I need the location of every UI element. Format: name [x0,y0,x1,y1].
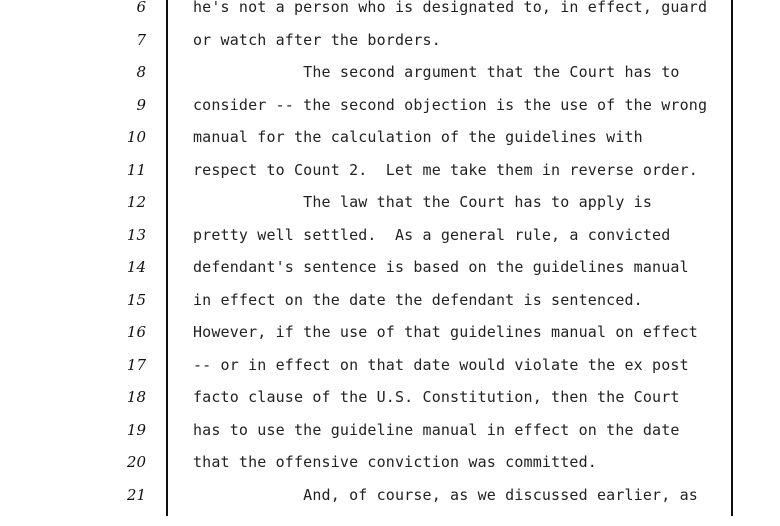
line-number: 15 [126,290,146,309]
line-number: 19 [126,420,146,439]
line-number: 17 [126,355,146,374]
line-number: 10 [126,128,146,146]
transcript-line [0,485,780,526]
line-text: And, of course, as we discussed earlier, as [193,485,698,504]
line-text: facto clause of the U.S. Constitution, then the Court [193,388,680,406]
line-text: manual for the calculation of the guidelines with [193,128,643,146]
line-text: -- or in effect on that date would violate the ex post [193,355,689,374]
line-text: respect to Count 2. Let me take them in reverse order. [193,160,698,179]
line-text: that the offensive conviction was committed. [193,453,597,471]
line-text: or watch after the borders. [193,30,441,49]
line-number: 20 [126,453,146,471]
line-text: The law that the Court has to apply is [193,193,653,211]
line-number: 6 [136,0,146,16]
line-number: 16 [126,323,146,341]
line-number: 12 [126,193,146,211]
line-number: 9 [136,95,146,114]
line-number: 11 [126,160,146,179]
line-text: in effect on the date the defendant is sentenced. [193,290,643,309]
line-text: consider -- the second objection is the use of the wrong [193,95,708,114]
line-text: has to use the guideline manual in effect on the date [193,420,680,439]
line-text: However, if the use of that guidelines manual on effect [193,323,698,341]
line-text: The second argument that the Court has to [193,63,680,81]
line-text: he's not a person who is designated to, in effect, guard [193,0,708,16]
line-number: 21 [126,485,146,504]
line-text: pretty well settled. As a general rule, a convicted [193,225,671,244]
line-number: 14 [126,258,146,276]
line-number: 18 [126,388,146,406]
line-text: defendant's sentence is based on the guidelines manual [193,258,689,276]
line-number: 13 [126,225,146,244]
line-number: 7 [136,30,146,49]
line-number: 8 [136,63,146,81]
